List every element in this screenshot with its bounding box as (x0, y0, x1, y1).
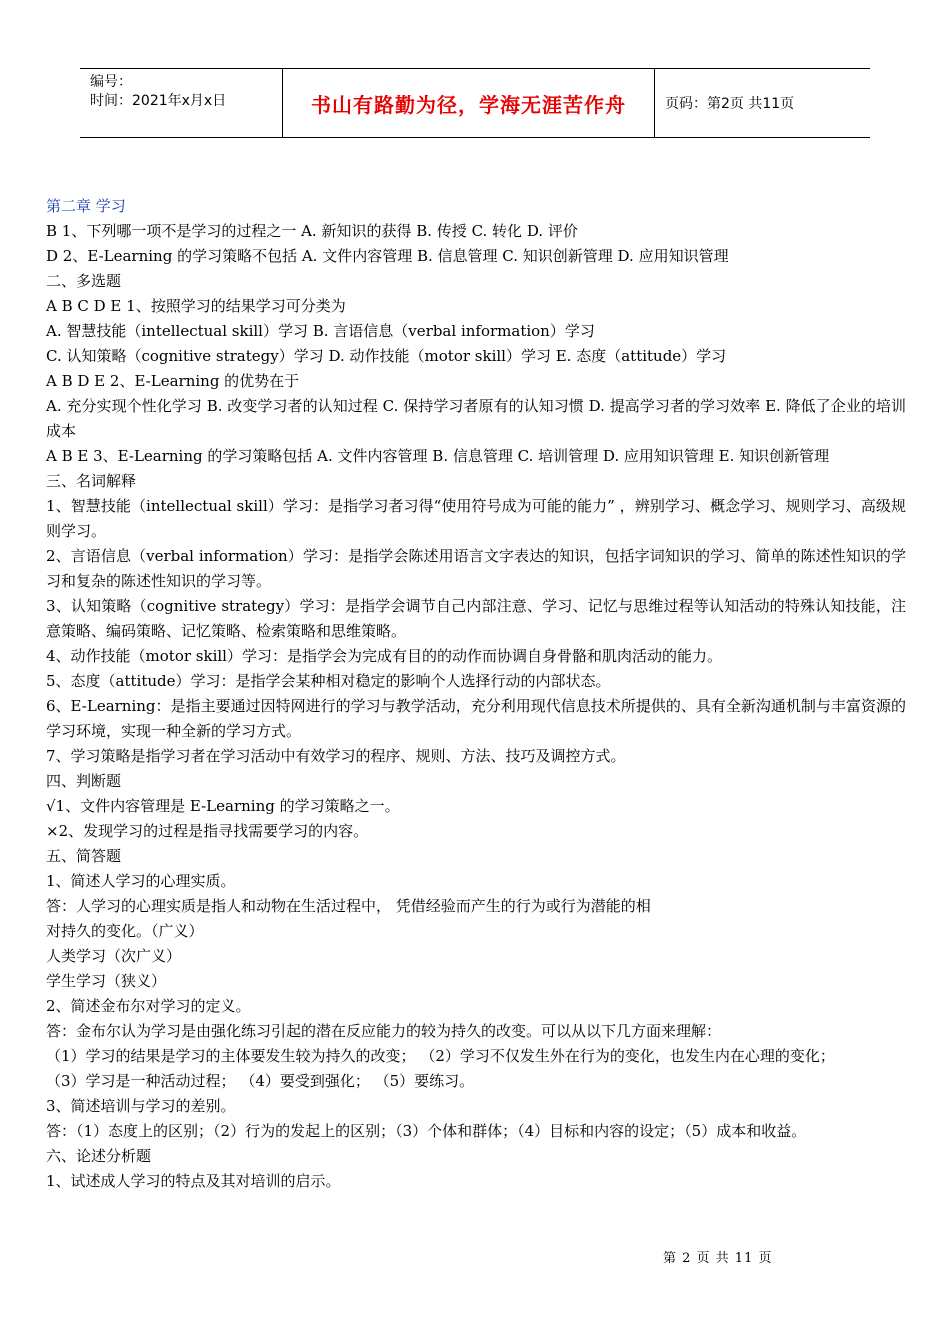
text-line: ×2、发现学习的过程是指寻找需要学习的内容。 (46, 822, 369, 840)
text-line: 对持久的变化。（广义） (46, 922, 204, 940)
text-line: （3）学习是一种活动过程； （4）要受到强化； （5）要练习。 (46, 1072, 475, 1090)
text-line: A. 充分实现个性化学习 B. 改变学习者的认知过程 C. 保持学习者原有的认知习惯 D. 提高学习者的学习效率 E. 降低了企业的培训成本 (46, 397, 906, 440)
text-line: （1）学习的结果是学习的主体要发生较为持久的改变； （2）学习不仅发生外在行为的变化，也发生内在心理的变化； (46, 1047, 835, 1065)
motto-text: 书山有路勤为径，学海无涯苦作舟 (311, 92, 626, 117)
text-line: 1、试述成人学习的特点及其对培训的启示。 (46, 1172, 341, 1190)
text-line: C. 认知策略（cognitive strategy）学习 D. 动作技能（motor skill）学习 E. 态度（attitude）学习 (46, 347, 727, 365)
text-line: 2、言语信息（verbal information）学习：是指学会陈述用语言文字表达的知识，包括字词知识的学习、简单的陈述性知识的学习和复杂的陈述性知识的学习等。 (46, 547, 906, 590)
page-info: 页码：第2页 共11页 (665, 96, 795, 112)
text-line: 7、学习策略是指学习者在学习活动中有效学习的程序、规则、方法、技巧及调控方式。 (46, 747, 626, 765)
header-meta-cell (80, 69, 282, 137)
text-line: 3、认知策略（cognitive strategy）学习：是指学会调节自己内部注意、学习、记忆与思维过程等认知活动的特殊认知技能，注意策略、编码策略、记忆策略、检索策略和思维策略。 (46, 597, 906, 640)
text-line: 1、智慧技能（intellectual skill）学习：是指学习者习得“使用符号成为可能的能力” ，辨别学习、概念学习、规则学习、高级规则学习。 (46, 497, 906, 540)
page-footer: 第 2 页 共 11 页 (663, 1251, 773, 1266)
header-page-cell (655, 69, 870, 137)
text-line: 答：人学习的心理实质是指人和动物在生活过程中， 凭借经验而产生的行为或行为潜能的相 (46, 897, 651, 915)
text-line: A B C D E 1、按照学习的结果学习可分类为 (46, 297, 346, 315)
text-line: 2、简述金布尔对学习的定义。 (46, 997, 251, 1015)
text-line: D 2、E-Learning 的学习策略不包括 A. 文件内容管理 B. 信息管理 C. 知识创新管理 D. 应用知识管理 (46, 247, 729, 265)
text-line: 人类学习（次广义） (46, 947, 182, 965)
chapter-title: 第二章 学习 (46, 197, 126, 215)
section-heading: 五、简答题 (46, 847, 122, 865)
text-line: 5、态度（attitude）学习：是指学会某种相对稳定的影响个人选择行动的内部状态。 (46, 672, 611, 690)
page-header-table (80, 68, 870, 138)
text-line: B 1、下列哪一项不是学习的过程之一 A. 新知识的获得 B. 传授 C. 转化 D. 评价 (46, 222, 578, 240)
section-heading: 四、判断题 (46, 772, 122, 790)
text-line: A. 智慧技能（intellectual skill）学习 B. 言语信息（verbal information）学习 (46, 322, 595, 340)
text-line: A B E 3、E-Learning 的学习策略包括 A. 文件内容管理 B. 信息管理 C. 培训管理 D. 应用知识管理 E. 知识创新管理 (46, 447, 830, 465)
document-body (46, 194, 906, 1194)
text-line: A B D E 2、E-Learning 的优势在于 (46, 372, 300, 390)
text-line: 6、E-Learning：是指主要通过因特网进行的学习与教学活动，充分利用现代信息技术所提供的、具有全新沟通机制与丰富资源的学习环境，实现一种全新的学习方式。 (46, 697, 906, 740)
section-heading: 六、论述分析题 (46, 1147, 152, 1165)
text-line: 答：（1）态度上的区别；（2）行为的发起上的区别；（3）个体和群体；（4）目标和内容的设定；（5）成本和收益。 (46, 1122, 807, 1140)
text-line: √1、文件内容管理是 E-Learning 的学习策略之一。 (46, 797, 400, 815)
serial-number-label: 编号： (90, 74, 132, 90)
text-line: 3、简述培训与学习的差别。 (46, 1097, 236, 1115)
time-label: 时间：2021年x月x日 (90, 93, 227, 109)
header-motto-cell (282, 69, 655, 137)
text-line: 答：金布尔认为学习是由强化练习引起的潜在反应能力的较为持久的改变。可以从以下几方面来理解： (46, 1022, 722, 1040)
text-line: 1、简述人学习的心理实质。 (46, 872, 236, 890)
section-heading: 三、名词解释 (46, 472, 137, 490)
text-line: 学生学习（狭义） (46, 972, 167, 990)
text-line: 4、动作技能（motor skill）学习：是指学会为完成有目的的动作而协调自身骨骼和肌肉活动的能力。 (46, 647, 722, 665)
section-heading: 二、多选题 (46, 272, 122, 290)
